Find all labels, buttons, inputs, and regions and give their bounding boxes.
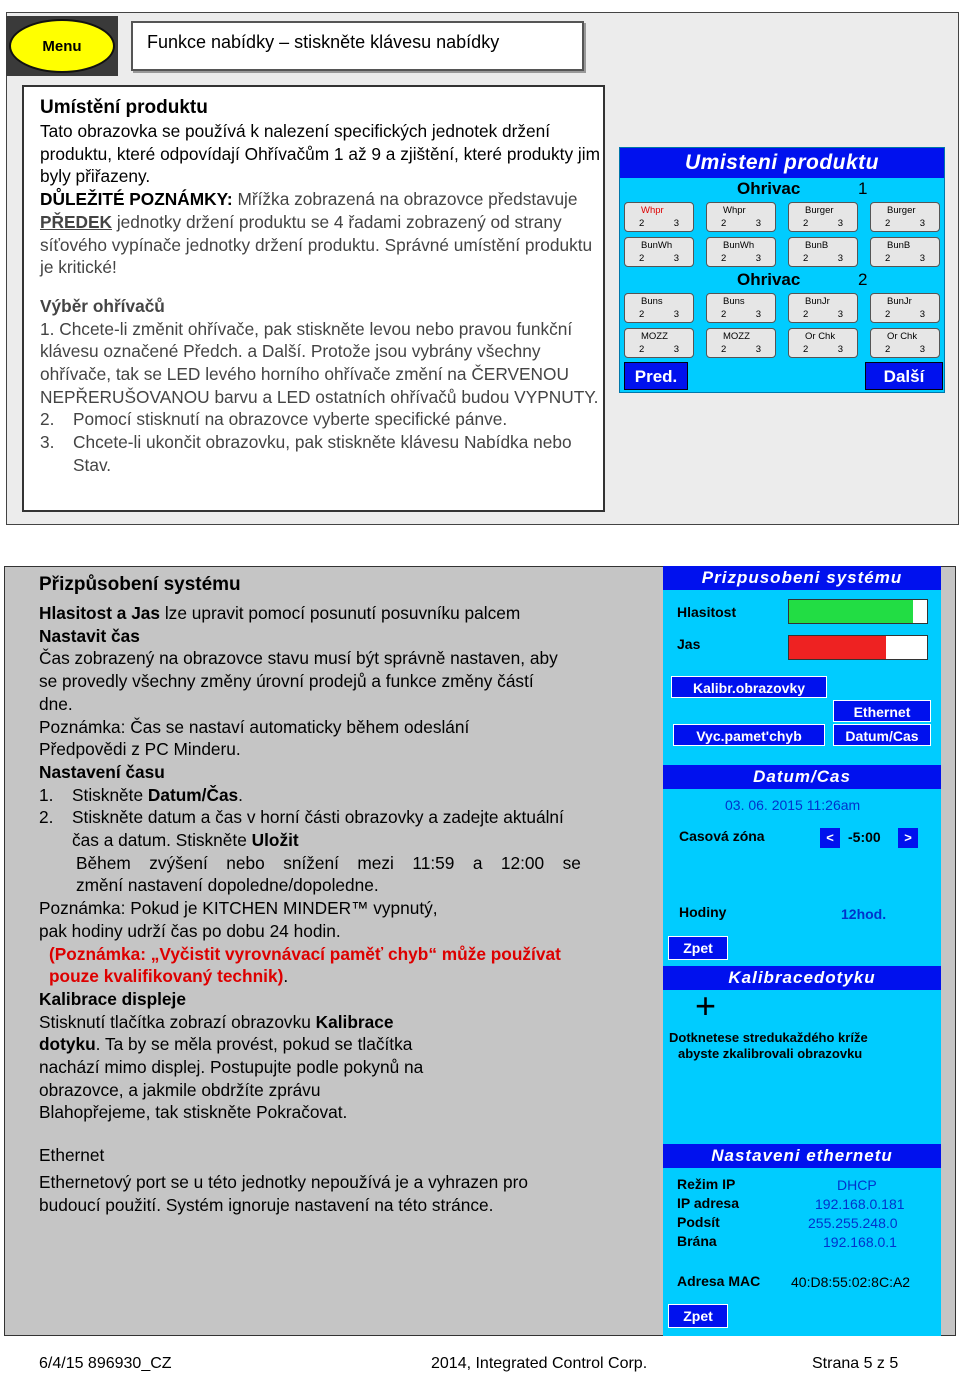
pan-product-name: MOZZ [641,331,668,342]
word: 11:59 [412,852,455,873]
pan-product-name: BunJr [805,296,830,307]
pan-button[interactable] [706,237,776,267]
brightness-label: Jas [677,636,701,652]
pan-product-name: Buns [723,296,745,307]
word: 12:00 [500,852,545,873]
brightness-slider-fill [789,636,886,659]
time-setup-title: Nastavení času [39,761,165,782]
date-time-button[interactable]: Datum/Cas [833,724,931,746]
ip-address-label: IP adresa [677,1195,740,1211]
pan-slot-number: 2 [639,344,645,355]
pan-button[interactable] [706,202,776,232]
volume-slider-fill [789,600,913,623]
pan-slot-number: 3 [673,309,679,320]
volume-slider[interactable] [788,599,928,624]
pan-slot-number: 2 [885,309,891,320]
pan-button[interactable] [624,202,694,232]
justified-line [76,852,581,875]
heater-number: 1 [858,179,868,198]
pan-button[interactable] [706,328,776,358]
word: Během [76,852,131,873]
heater-label: Ohrivac [737,179,801,198]
timezone-label: Casová zóna [679,828,765,844]
section-title: Přizpůsobení systému [39,574,241,595]
product-location-screen [619,147,945,393]
subnet-label: Podsít [677,1214,720,1230]
pan-product-name: Burger [805,205,834,216]
screen-title: Prizpusobeni systému [663,566,941,590]
pan-slot-number: 2 [885,218,891,229]
pan-slot-number: 2 [721,309,727,320]
footer-document-id: 6/4/15 896930_CZ [39,1355,172,1372]
pan-slot-number: 3 [755,309,761,320]
step-2: 2. Pomocí stisknutí na obrazovce vyberte specifické pánve. [40,409,508,430]
pan-button[interactable] [870,237,940,267]
menu-key-label: Menu [9,19,115,73]
brightness-slider[interactable] [788,635,928,660]
pan-slot-number: 3 [755,344,761,355]
calibration-title: Kalibracedotyku [663,966,941,990]
clear-error-buffer-button[interactable]: Vyc.pamet'chyb [673,724,825,746]
hours-value[interactable]: 12hod. [841,906,887,922]
pan-slot-number: 3 [837,309,843,320]
pan-slot-number: 2 [885,344,891,355]
pan-button[interactable] [624,328,694,358]
pan-slot-number: 2 [721,344,727,355]
pan-slot-number: 3 [673,253,679,264]
function-title-box: Funkce nabídky – stiskněte klávesu nabídky [131,21,584,71]
pan-button[interactable] [788,328,858,358]
ip-address-value: 192.168.0.181 [815,1196,905,1212]
technician-note: (Poznámka: „Vyčistit vyrovnávací paměť chyb“ může používat pouze kvalifikovaný technik). [49,943,561,987]
pan-product-name: BunWh [723,240,755,251]
calibration-instruction-1: Dotknetese stredukaždého kríže [669,1030,868,1045]
time-note: Poznámka: Čas se nastaví automaticky během odeslání Předpovědi z PC Minderu. [39,716,470,760]
pan-button[interactable] [624,293,694,323]
set-time-paragraph: Čas zobrazený na obrazovce stavu musí být správně nastaven, aby se provedly všechny změny úrovní prodejů a funkce změny částí dne. [39,648,558,714]
pan-product-name: BunWh [641,240,673,251]
back-button[interactable]: Zpet [668,1304,728,1328]
heater-label: Ohrivac [737,270,801,289]
ethernet-settings-title: Nastaveni ethernetu [663,1144,941,1168]
ethernet-title: Ethernet [39,1145,105,1166]
pan-slot-number: 3 [673,344,679,355]
intro-paragraph: Tato obrazovka se používá k nalezení specifických jednotek držení produktu, které odpovídají Ohřívačům 1 až 9 a zjištění, které produkty jim byly přiřazeny. [40,121,600,187]
ip-mode-label: Režim IP [677,1176,736,1192]
important-note: DŮLEŽITÉ POZNÁMKY: Mřížka zobrazená na obrazovce představuje PŘEDEK jednotky držení produktu se 4 řadami zobrazený od strany síťového vypínače jednotky držení produktu. Správné umístění produktu je kritické! [40,189,593,278]
pan-slot-number: 3 [837,253,843,264]
subsection-title: Výběr ohřívačů [40,295,165,316]
footer-copyright: 2014, Integrated Control Corp. [431,1355,648,1372]
mac-address-label: Adresa MAC [677,1273,761,1289]
pan-slot-number: 2 [803,218,809,229]
timezone-value: -5:00 [848,829,881,845]
calibrate-screen-button[interactable]: Kalibr.obrazovky [671,676,827,698]
step-3: 3. Chcete-li ukončit obrazovku, pak stiskněte klávesu Nabídka nebo Stav. [40,432,572,475]
calibration-paragraph: Stisknutí tlačítka zobrazí obrazovku Kalibrace dotyku. Ta by se měla provést, pokud se tlačítka nachází mimo displej. Postupujte podle pokynů na obrazovce, a jakmile obdržíte zprávu Blahopřejeme, tak stiskněte Pokračovat. [39,1011,424,1123]
next-button[interactable]: Další [865,362,943,390]
pan-slot-number: 2 [803,253,809,264]
screen-title: Umisteni produktu [620,148,944,178]
word: a [472,852,483,873]
footer-page-number: Strana 5 z 5 [812,1355,899,1372]
pan-product-name: BunB [887,240,911,251]
ip-mode-value: DHCP [837,1177,877,1193]
word: zvýšení [149,852,208,873]
pan-button[interactable] [870,293,940,323]
date-time-value[interactable]: 03. 06. 2015 11:26am [725,797,861,813]
product-location-text [22,85,605,512]
pan-slot-number: 3 [919,309,925,320]
ethernet-button[interactable]: Ethernet [833,700,931,722]
pan-product-name: Whpr [641,205,664,216]
pan-button[interactable] [870,328,940,358]
subnet-value: 255.255.248.0 [808,1215,898,1231]
pan-product-name: BunB [805,240,829,251]
prev-button[interactable]: Pred. [624,362,688,390]
pan-slot-number: 3 [919,344,925,355]
note-hours: pak hodiny udrží čas po dobu 24 hodin. [39,920,341,941]
pan-slot-number: 2 [803,309,809,320]
timezone-decrease-button[interactable]: < [820,828,840,848]
pan-slot-number: 3 [673,218,679,229]
pan-button[interactable] [788,293,858,323]
gateway-label: Brána [677,1233,717,1249]
word: nebo [226,852,265,873]
pan-slot-number: 2 [639,309,645,320]
volume-paragraph: Hlasitost a Jas lze upravit pomocí posunutí posuvníku palcem [39,603,521,623]
time-step-2: 2. Stiskněte datum a čas v horní části obrazovky a zadejte aktuální čas a datum. Stiskněte Uložit [39,807,564,851]
timezone-increase-button[interactable]: > [898,828,918,848]
menu-key [6,16,118,76]
pan-slot-number: 2 [803,344,809,355]
date-time-title: Datum/Cas [663,765,941,789]
system-settings-screen [663,566,941,1336]
gateway-value: 192.168.0.1 [823,1234,897,1250]
volume-label: Hlasitost [677,604,737,620]
pan-product-name: MOZZ [723,331,750,342]
calibration-title: Kalibrace displeje [39,988,186,1009]
section-title: Umístění produktu [40,97,208,118]
word: mezi [357,852,394,873]
pan-slot-number: 3 [755,218,761,229]
calibration-cross-icon[interactable]: + [695,985,717,1026]
pan-slot-number: 2 [721,218,727,229]
pan-slot-number: 3 [755,253,761,264]
pan-button[interactable] [870,202,940,232]
note-kitchen-minder: Poznámka: Pokud je KITCHEN MINDER™ vypnutý, [39,898,438,919]
mac-address-value: 40:D8:55:02:8C:A2 [791,1274,911,1290]
pan-slot-number: 3 [837,218,843,229]
pan-button[interactable] [788,202,858,232]
pan-button[interactable] [788,237,858,267]
pan-slot-number: 2 [639,253,645,264]
pan-product-name: Whpr [723,205,746,216]
calibration-instruction-2: abyste zkalibrovali obrazovku [678,1046,863,1061]
time-step-2-note: Během zvýšení nebo snížení mezi 11:59 a 12:00 se změní nastavení dopoledne/dopoledne. [76,852,581,896]
ethernet-paragraph: Ethernetový port se u této jednotky nepoužívá je a vyhrazen pro budoucí použití. Systém ignoruje nastavení na této stránce. [39,1171,528,1215]
hours-label: Hodiny [679,904,727,920]
pan-product-name: Burger [887,205,916,216]
pan-slot-number: 2 [721,253,727,264]
set-time-title: Nastavit čas [39,625,140,646]
pan-slot-number: 3 [919,253,925,264]
word: se [562,852,581,873]
pan-product-name: Buns [641,296,663,307]
pan-slot-number: 3 [837,344,843,355]
pan-slot-number: 2 [885,253,891,264]
time-step-1: 1. Stiskněte Datum/Čas. [39,784,243,805]
pan-product-name: Or Chk [805,331,836,342]
pan-button[interactable] [624,237,694,267]
word: snížení [283,852,339,873]
pan-slot-number: 2 [639,218,645,229]
back-button[interactable]: Zpet [668,936,728,960]
step-1: 1. Chcete-li změnit ohřívače, pak stiskněte levou nebo pravou funkční klávesu označené Předch. a Další. Protože jsou vybrány všechny ohřívače, tak se LED levého horního ohřívače změní na ČERVENOU NEPŘERUŠOVANOU barvu a LED ostatních ohřívačů budou VYPNUTY. [40,318,599,407]
pan-product-name: Or Chk [887,331,918,342]
pan-product-name: BunJr [887,296,912,307]
pan-slot-number: 3 [919,218,925,229]
system-settings-text [39,572,639,1216]
pan-button[interactable] [706,293,776,323]
heater-number: 2 [858,270,868,289]
